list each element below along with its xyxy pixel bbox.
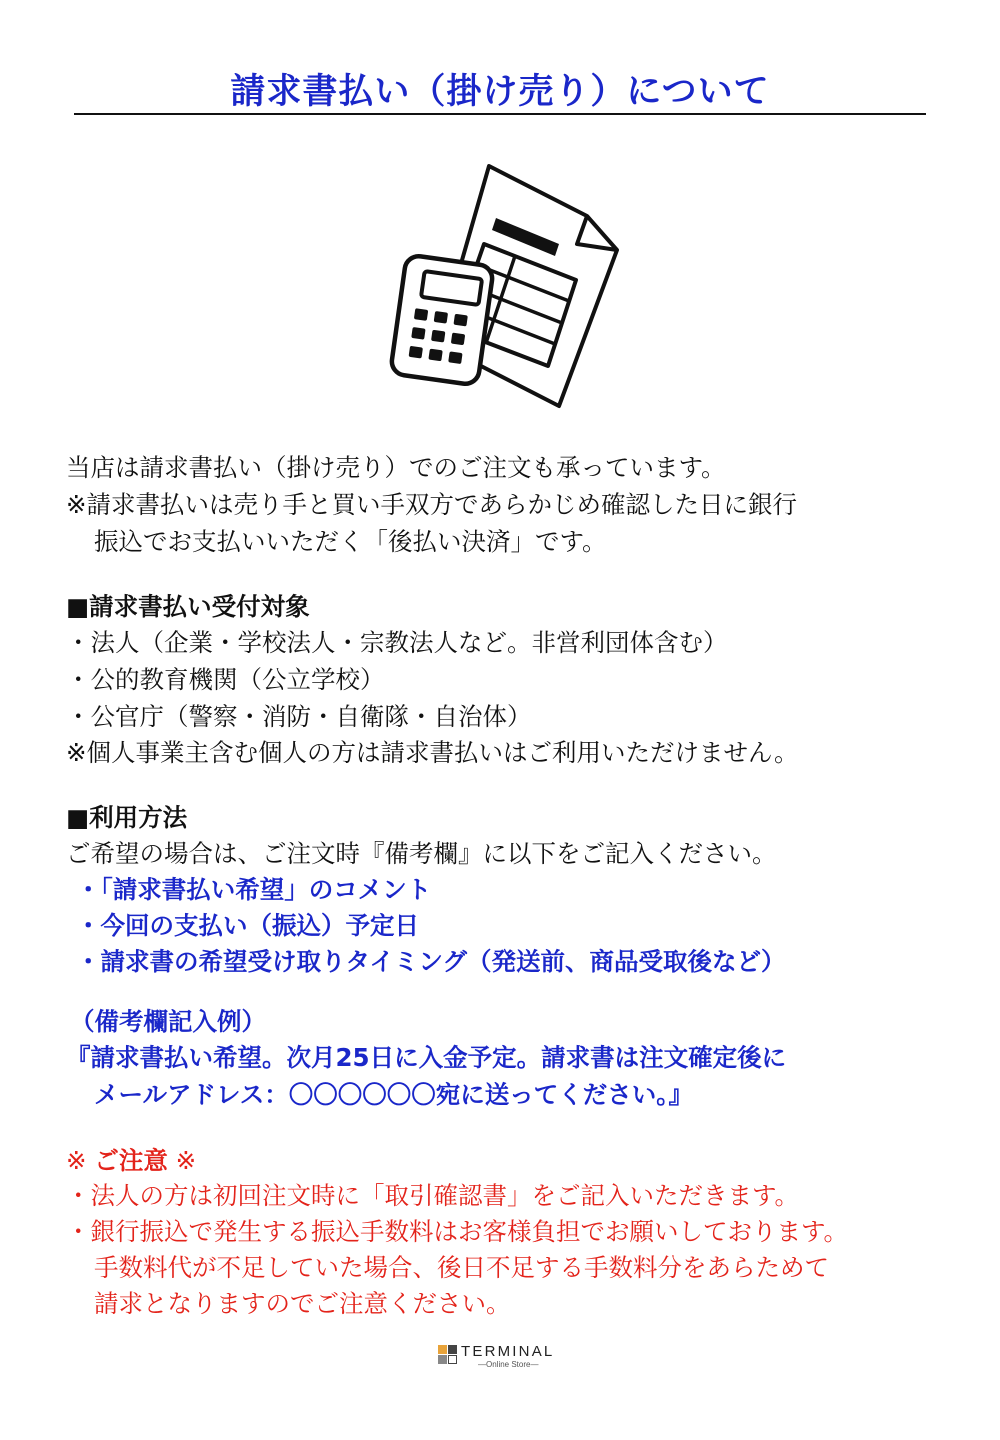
caution-item-continued: 請求となりますのでご注意ください。: [94, 1289, 511, 1318]
caution-heading: [66, 1145, 196, 1177]
caution-item-continued: 手数料代が不足していた場合、後日不足する手数料分をあらためて: [94, 1253, 829, 1282]
eligible-item: ・公官庁（警察・消防・自衛隊・自治体）: [66, 702, 532, 731]
caution-mark: ※: [175, 1146, 197, 1175]
example-line: メールアドレス：〇〇〇〇〇〇宛に送ってください。』: [94, 1080, 694, 1109]
intro-note-continued: 振込でお支払いいただく「後払い決済」です。: [94, 527, 607, 556]
example-line: 『請求書払い希望。次月25日に入金予定。請求書は注文確定後に: [66, 1043, 787, 1072]
eligible-item: ・公的教育機関（公立学校）: [66, 665, 385, 694]
caution-mark: ※: [66, 1146, 87, 1175]
eligible-note: ※個人事業主含む個人の方は請求書払いはご利用いただけません。: [66, 738, 799, 767]
title-underline: [74, 113, 926, 115]
usage-heading: ■利用方法: [66, 803, 188, 832]
calculator-icon: [390, 254, 494, 385]
usage-description: ご希望の場合は、ご注文時『備考欄』に以下をご記入ください。: [66, 839, 777, 868]
logo-name: TERMINAL: [461, 1343, 555, 1360]
usage-item: ・今回の支払い（振込）予定日: [76, 911, 419, 940]
logo-subtitle: —Online Store—: [478, 1360, 539, 1369]
caution-item: ・銀行振込で発生する振込手数料はお客様負担でお願いしております。: [66, 1217, 849, 1246]
eligible-item: ・法人（企業・学校法人・宗教法人など。非営利団体含む）: [66, 628, 728, 657]
caution-heading-text: ご注意: [94, 1146, 168, 1175]
usage-item: ・請求書の希望受け取りタイミング（発送前、商品受取後など）: [76, 947, 786, 976]
usage-item: ・「請求書払い希望」のコメント: [76, 875, 432, 904]
invoice-calculator-illustration: [388, 160, 628, 410]
example-heading: （備考欄記入例）: [70, 1007, 266, 1036]
intro-text: 当店は請求書払い（掛け売り）でのご注文も承っています。: [66, 453, 726, 482]
terminal-logo: [438, 1343, 563, 1373]
intro-note: ※請求書払いは売り手と買い手双方であらかじめ確認した日に銀行: [66, 490, 798, 519]
terminal-logo-mark: [438, 1345, 458, 1365]
caution-item: ・法人の方は初回注文時に「取引確認書」をご記入いただきます。: [66, 1181, 800, 1210]
eligible-heading: ■請求書払い受付対象: [66, 592, 310, 621]
page-title: 請求書払い（掛け売り）について: [230, 72, 770, 112]
